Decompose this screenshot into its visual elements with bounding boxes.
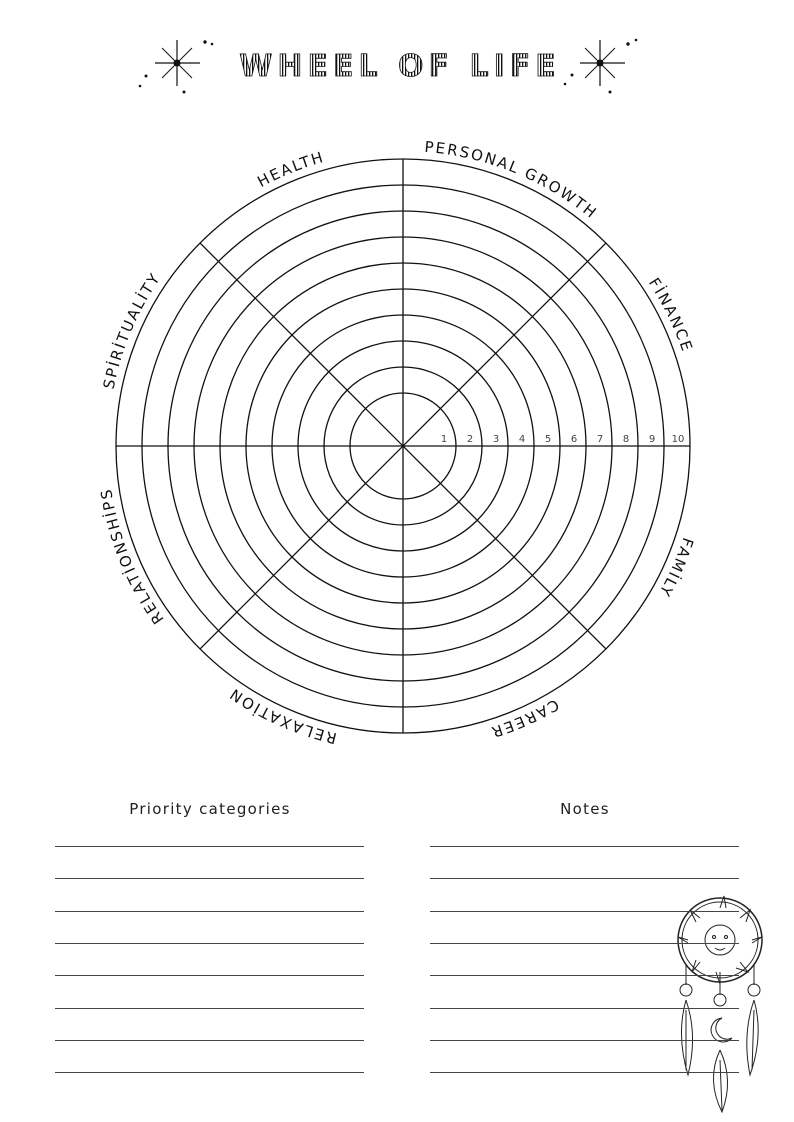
- priority-line[interactable]: [55, 1040, 364, 1041]
- title-star-left-icon: [139, 40, 213, 93]
- title-star-right-icon: [564, 39, 637, 93]
- category-label: HEALTH: [254, 147, 327, 191]
- wheel-category-labels: [97, 138, 697, 748]
- notes-line[interactable]: [430, 975, 739, 976]
- notes-heading: Notes: [560, 800, 610, 818]
- category-label: FİNANCE: [644, 274, 697, 356]
- notes-line[interactable]: [430, 943, 739, 944]
- notes-line[interactable]: [430, 1008, 739, 1009]
- scale-label: 10: [671, 434, 685, 445]
- scale-label: 3: [492, 434, 500, 445]
- priority-line[interactable]: [55, 846, 364, 847]
- notes-line[interactable]: [430, 1072, 739, 1073]
- wheel-scale: [441, 434, 685, 445]
- notes-line[interactable]: [430, 911, 739, 912]
- scale-label: 1: [440, 434, 448, 445]
- category-label: SPİRİTUALİTY: [99, 268, 165, 391]
- scale-label: 8: [622, 434, 630, 445]
- scale-label: 5: [544, 434, 552, 445]
- priority-line[interactable]: [55, 878, 364, 879]
- scale-label: 4: [518, 434, 526, 445]
- category-label: RELATİONSHİPS: [96, 486, 168, 628]
- priority-categories-heading: Priority categories: [129, 800, 291, 818]
- priority-line[interactable]: [55, 975, 364, 976]
- scale-label: 6: [570, 434, 578, 445]
- scale-label: 9: [648, 434, 656, 445]
- scale-label: 7: [596, 434, 604, 445]
- priority-line[interactable]: [55, 943, 364, 944]
- category-label: RELAXATİON: [225, 683, 339, 748]
- priority-line[interactable]: [55, 1072, 364, 1073]
- category-label: PERSONAL GROWTH: [423, 137, 601, 223]
- notes-line[interactable]: [430, 1040, 739, 1041]
- dreamcatcher-icon: [678, 896, 762, 1112]
- page-title: WHEEL OF LIFE: [239, 49, 561, 84]
- scale-label: 2: [466, 434, 474, 445]
- priority-line[interactable]: [55, 1008, 364, 1009]
- category-label: FAMİLY: [654, 535, 697, 601]
- priority-line[interactable]: [55, 911, 364, 912]
- notes-line[interactable]: [430, 878, 739, 879]
- category-label: CAREER: [487, 695, 563, 742]
- life-wheel: [116, 159, 690, 733]
- notes-line[interactable]: [430, 846, 739, 847]
